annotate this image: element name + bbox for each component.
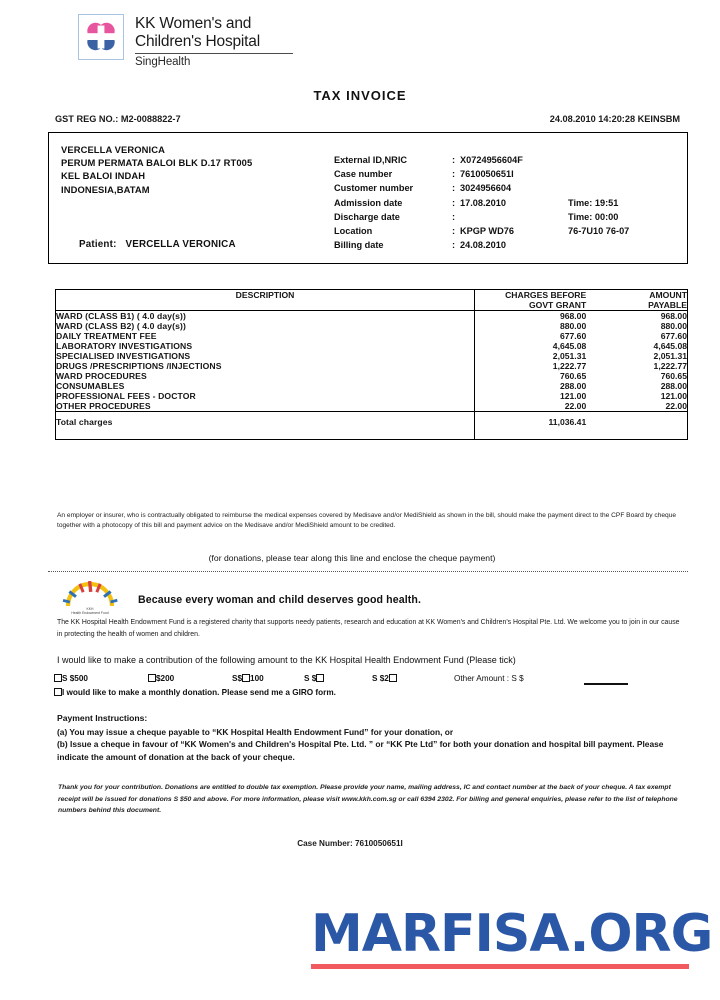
brand-line-1: KK Women's and bbox=[135, 15, 252, 32]
watermark-underline bbox=[311, 964, 689, 969]
payment-instructions-title: Payment Instructions: bbox=[57, 713, 148, 723]
table-row bbox=[56, 311, 687, 322]
field-row-billing-date bbox=[334, 238, 629, 252]
charge-before-grant: 288.00 bbox=[559, 381, 587, 391]
column-header-charges-before-grant bbox=[475, 290, 587, 311]
patient-label: Patient: bbox=[79, 239, 117, 250]
charge-before-grant: 22.00 bbox=[564, 401, 587, 411]
watermark-part-1: MAR bbox=[311, 904, 441, 964]
charge-before-grant: 760.65 bbox=[559, 371, 587, 381]
field-colon: : bbox=[452, 197, 456, 208]
donation-option-20[interactable] bbox=[372, 674, 397, 683]
checkbox-icon[interactable] bbox=[389, 674, 397, 682]
field-colon: : bbox=[452, 240, 456, 251]
total-label: Total charges bbox=[56, 412, 475, 440]
column-header-amount-payable bbox=[586, 290, 687, 311]
charge-payable: 968.00 bbox=[660, 311, 687, 321]
table-row bbox=[56, 331, 687, 341]
charge-description: LABORATORY INVESTIGATIONS bbox=[56, 341, 475, 351]
field-row-location bbox=[334, 224, 629, 238]
charge-description: DAILY TREATMENT FEE bbox=[56, 331, 475, 341]
charges-table-body bbox=[56, 311, 687, 440]
fund-caption-line-2: Health Endowment Fund bbox=[71, 611, 109, 616]
field-colon: : bbox=[452, 155, 456, 165]
total-before-grant: 11,036.41 bbox=[475, 412, 587, 440]
donation-tagline: Because every woman and child deserves good health. bbox=[138, 594, 421, 606]
payment-instruction-a: (a) You may issue a cheque payable to “KK Hospital Health Endowment Fund” for your donation, or bbox=[57, 727, 454, 737]
checkbox-icon[interactable] bbox=[54, 688, 62, 696]
column-header-description: DESCRIPTION bbox=[56, 290, 475, 311]
tear-line-note: (for donations, please tear along this line and enclose the cheque payment) bbox=[208, 553, 496, 563]
address-line: VERCELLA VERONICA bbox=[61, 144, 165, 155]
payment-instruction-b: (b) Issue a cheque in favour of “KK Women's and Children's Hospital Pte. Ltd. ” or “KK Pte Ltd” for both your donation and hospital bill payment. Please indicate the amount of donation at the back of your cheque. bbox=[57, 739, 664, 762]
table-row bbox=[56, 361, 687, 371]
table-row bbox=[56, 401, 687, 412]
table-row bbox=[56, 371, 687, 381]
hospital-logo bbox=[78, 14, 124, 60]
field-label: Case number bbox=[334, 169, 393, 180]
fund-logo-caption bbox=[58, 607, 122, 616]
watermark-text bbox=[311, 904, 713, 964]
field-row-discharge-date bbox=[334, 210, 629, 224]
contribution-instruction: I would like to make a contribution of the following amount to the KK Hospital Health Endowment Fund (Please tick) bbox=[57, 655, 516, 665]
tear-line-divider bbox=[48, 571, 688, 572]
checkbox-icon[interactable] bbox=[316, 674, 324, 682]
checkbox-icon[interactable] bbox=[148, 674, 156, 682]
other-amount-label: Other Amount : S $ bbox=[454, 674, 524, 683]
field-value bbox=[460, 210, 568, 224]
charge-payable: 2,051.31 bbox=[653, 351, 687, 361]
patient-field-list bbox=[334, 153, 629, 252]
charge-description: OTHER PROCEDURES bbox=[56, 401, 475, 412]
charge-before-grant: 121.00 bbox=[559, 391, 587, 401]
brand-block bbox=[135, 14, 293, 68]
table-row bbox=[56, 341, 687, 351]
patient-address bbox=[61, 143, 252, 196]
charge-payable: 880.00 bbox=[660, 321, 687, 331]
charge-description: PROFESSIONAL FEES - DOCTOR bbox=[56, 391, 475, 401]
watermark-part-2: FISA bbox=[440, 904, 570, 964]
field-colon: : bbox=[452, 169, 456, 180]
thank-you-note: Thank you for your contribution. Donations are entitled to double tax exemption. Please provide your name, mailing address, IC and contact number at the back of your cheque. A tax exempt receipt will be issued for donations S $50 and above. For more information, please visit www.kkh.com.sg or call 6394 2302. For billing and general enquiries, please refer to the list of telephone numbers behind this document. bbox=[58, 784, 678, 815]
charge-before-grant: 2,051.31 bbox=[552, 351, 587, 361]
field-value: 3024956604 bbox=[460, 183, 512, 194]
charge-description: WARD (CLASS B2) ( 4.0 day(s)) bbox=[56, 321, 475, 331]
field-row-external-id bbox=[334, 153, 629, 167]
donation-option-500[interactable] bbox=[54, 674, 88, 683]
table-row bbox=[56, 351, 687, 361]
header-line-2: PAYABLE bbox=[648, 300, 687, 310]
address-line: KEL BALOI INDAH bbox=[61, 170, 146, 182]
option-suffix: 100 bbox=[250, 674, 264, 683]
charge-payable: 677.60 bbox=[660, 331, 687, 341]
table-row bbox=[56, 381, 687, 391]
option-prefix: S$ bbox=[232, 674, 243, 683]
option-label: S $500 bbox=[62, 674, 88, 683]
employer-reimbursement-note: An employer or insurer, who is contractually obligated to reimburse the medical expenses covered by Medisave and/or MediShield as shown in the bill, should make the payment direct to the CPF Board by cheque together with a photocopy of this bill and payment advice on the Medisave and/or MediShield amount to be credited. bbox=[57, 512, 677, 530]
total-payable bbox=[586, 412, 687, 440]
donation-option-200[interactable] bbox=[148, 674, 174, 683]
field-row-customer-number bbox=[334, 181, 629, 195]
address-line: INDONESIA,BATAM bbox=[61, 183, 150, 195]
charge-before-grant: 1,222.77 bbox=[552, 361, 587, 371]
field-colon: : bbox=[452, 226, 456, 237]
watermark-part-3: .ORG bbox=[569, 904, 713, 964]
table-header-row bbox=[56, 290, 687, 311]
patient-name: VERCELLA VERONICA bbox=[125, 239, 236, 250]
field-label: Billing date bbox=[334, 240, 384, 251]
charge-description: SPECIALISED INVESTIGATIONS bbox=[56, 351, 475, 361]
payment-instructions-body bbox=[57, 726, 681, 763]
field-extra: Time: 19:51 bbox=[568, 197, 619, 208]
field-row-case-number bbox=[334, 167, 629, 181]
page-title: TAX INVOICE bbox=[313, 88, 407, 103]
charge-before-grant: 4,645.08 bbox=[552, 341, 587, 351]
charge-description: WARD (CLASS B1) ( 4.0 day(s)) bbox=[56, 311, 475, 322]
charge-before-grant: 677.60 bbox=[559, 331, 587, 341]
charge-payable: 121.00 bbox=[660, 391, 687, 401]
print-timestamp: 24.08.2010 14:20:28 KEINSBM bbox=[549, 114, 680, 124]
charge-payable: 288.00 bbox=[660, 381, 687, 391]
charge-description: DRUGS /PRESCRIPTIONS /INJECTIONS bbox=[56, 361, 475, 371]
charge-payable: 1,222.77 bbox=[653, 361, 687, 371]
charge-payable: 760.65 bbox=[660, 371, 687, 381]
field-label: External ID,NRIC bbox=[334, 155, 408, 165]
field-value: 24.08.2010 bbox=[460, 240, 506, 251]
field-label: Customer number bbox=[334, 183, 414, 194]
field-colon: : bbox=[452, 183, 456, 194]
option-prefix: S $ bbox=[304, 674, 317, 683]
other-amount-input-rule[interactable] bbox=[584, 683, 628, 685]
field-label: Admission date bbox=[334, 197, 403, 208]
field-row-admission-date bbox=[334, 196, 629, 210]
field-extra: 76-7U10 76-07 bbox=[568, 226, 630, 237]
patient-details-box bbox=[48, 132, 688, 264]
donation-option-50[interactable] bbox=[304, 674, 324, 683]
fund-description: The KK Hospital Health Endowment Fund is a registered charity that supports needy patients, research and education at KK Women's and Children's Hospital Pte. Ltd. We welcome you to join in our cause in protecting the health of women and children. bbox=[57, 619, 680, 638]
field-value: X0724956604F bbox=[460, 155, 523, 165]
donation-option-other[interactable] bbox=[454, 674, 524, 683]
giro-label: I would like to make a monthly donation. Please send me a GIRO form. bbox=[62, 688, 336, 697]
patient-name-row bbox=[79, 239, 236, 250]
field-value: 17.08.2010 bbox=[460, 197, 506, 208]
kkh-cross-logo-icon bbox=[83, 19, 119, 55]
donation-amount-options bbox=[54, 674, 688, 688]
table-row bbox=[56, 391, 687, 401]
address-line: PERUM PERMATA BALOI BLK D.17 RT005 bbox=[61, 157, 253, 169]
charge-before-grant: 968.00 bbox=[559, 311, 587, 321]
donation-option-100[interactable] bbox=[232, 674, 264, 683]
table-total-row bbox=[56, 412, 687, 440]
footer-case-number: Case Number: 7610050651I bbox=[297, 839, 403, 848]
header-line-1: CHARGES BEFORE bbox=[505, 290, 587, 300]
brand-line-2: Children's Hospital bbox=[135, 32, 260, 50]
table-row bbox=[56, 321, 687, 331]
sub-brand: SingHealth bbox=[135, 56, 191, 68]
document-meta bbox=[55, 114, 688, 124]
letterhead bbox=[78, 14, 293, 68]
sunburst-fund-logo-icon bbox=[58, 580, 122, 608]
brand-divider bbox=[135, 53, 293, 54]
field-extra: Time: 00:00 bbox=[568, 211, 619, 222]
giro-option-row[interactable] bbox=[54, 688, 336, 697]
marfisa-watermark bbox=[311, 904, 713, 969]
field-value: 7610050651I bbox=[460, 169, 514, 180]
charge-description: CONSUMABLES bbox=[56, 381, 475, 391]
option-label: $200 bbox=[156, 674, 175, 683]
charge-before-grant: 880.00 bbox=[559, 321, 587, 331]
field-label: Discharge date bbox=[334, 211, 400, 222]
field-colon: : bbox=[452, 211, 456, 222]
charge-payable: 4,645.08 bbox=[653, 341, 687, 351]
charges-table bbox=[55, 289, 688, 440]
checkbox-icon[interactable] bbox=[54, 674, 62, 682]
gst-reg-no: GST REG NO.: M2-0088822-7 bbox=[55, 114, 181, 124]
header-line-2: GOVT GRANT bbox=[528, 300, 587, 310]
checkbox-icon[interactable] bbox=[242, 674, 250, 682]
fund-caption-line-1: KKH bbox=[86, 607, 94, 611]
charge-payable: 22.00 bbox=[665, 401, 687, 411]
charge-description: WARD PROCEDURES bbox=[56, 371, 475, 381]
field-label: Location bbox=[334, 226, 373, 237]
field-value: KPGP WD76 bbox=[460, 226, 514, 237]
header-line-1: AMOUNT bbox=[649, 290, 687, 300]
option-prefix: S $2 bbox=[372, 674, 389, 683]
